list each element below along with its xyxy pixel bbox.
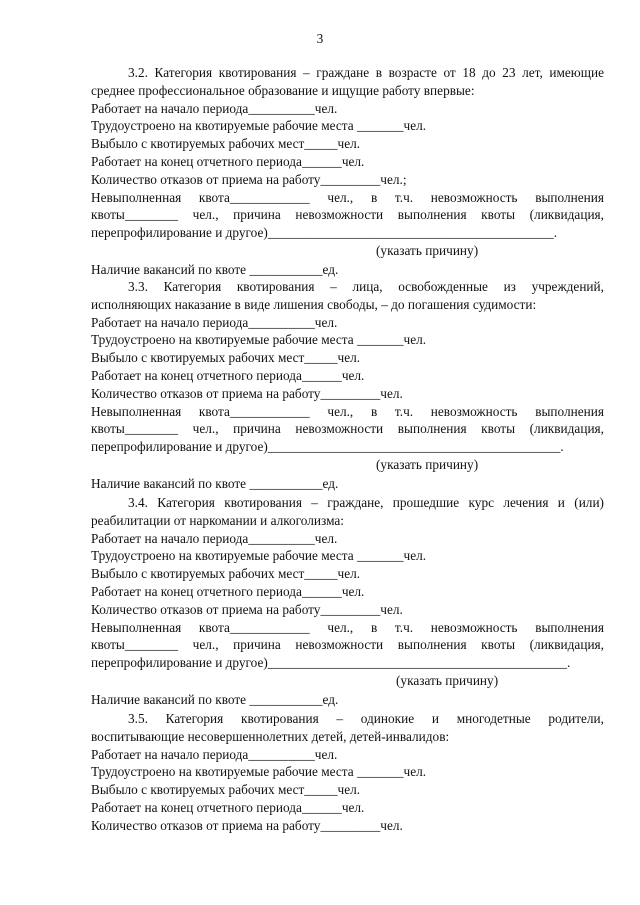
section-heading	[91, 494, 604, 530]
employed-line: Трудоустроено на квотируемые рабочие места _______чел.	[91, 118, 427, 134]
unfulfilled-line-3: перепрофилирование и другое)_____________________________________________.	[91, 655, 571, 671]
left-line: Выбыло с квотируемых рабочих мест_____чел.	[91, 566, 361, 582]
reason-hint-text: (указать причину)	[376, 456, 479, 472]
reason-hint	[91, 672, 604, 689]
section-heading-line-1: 3.5. Категория квотирования – одинокие и многодетные родители,	[128, 711, 604, 726]
reason-hint	[91, 242, 604, 259]
unfulfilled-line-1: Невыполненная квота____________ чел., в т.ч. невозможность выполнения	[91, 619, 604, 635]
unfulfilled-line-2: квоты________ чел., причина невозможности выполнения квоты (ликвидация,	[91, 421, 604, 437]
worked-end-line: Работает на конец отчетного периода______чел.	[91, 153, 365, 169]
section-heading	[91, 278, 604, 314]
unfulfilled-line-1: Невыполненная квота____________ чел., в т.ч. невозможность выполнения	[91, 403, 604, 419]
unfulfilled-line-1: Невыполненная квота____________ чел., в т.ч. невозможность выполнения	[91, 189, 604, 205]
page-number: 3	[316, 31, 324, 46]
unfulfilled-line-3: перепрофилирование и другое)____________________________________________.	[91, 439, 564, 455]
left-line: Выбыло с квотируемых рабочих мест_____чел.	[91, 782, 361, 798]
worked-start-line: Работает на начало периода__________чел.	[91, 314, 338, 330]
refusals-line: Количество отказов от приема на работу_________чел.;	[91, 171, 407, 187]
section-3-3	[91, 278, 604, 493]
worked-start-line: Работает на начало периода__________чел.	[91, 100, 338, 116]
left-line: Выбыло с квотируемых рабочих мест_____чел.	[91, 136, 361, 152]
section-heading-line-1: 3.3. Категория квотирования – лица, освобожденные из учреждений,	[128, 279, 604, 294]
section-heading	[91, 64, 604, 100]
section-heading-line-1: 3.4. Категория квотирования – граждане, прошедшие курс лечения и (или)	[128, 495, 604, 510]
worked-start-line: Работает на начало периода__________чел.	[91, 530, 338, 546]
employed-line: Трудоустроено на квотируемые рабочие места _______чел.	[91, 764, 427, 780]
section-heading-line-2: воспитывающие несовершеннолетних детей, детей-инвалидов:	[91, 728, 450, 744]
employed-line: Трудоустроено на квотируемые рабочие места _______чел.	[91, 548, 427, 564]
left-line: Выбыло с квотируемых рабочих мест_____чел.	[91, 350, 361, 366]
unfulfilled-line-3: перепрофилирование и другое)___________________________________________.	[91, 225, 558, 241]
reason-hint	[91, 456, 604, 473]
worked-end-line: Работает на конец отчетного периода______чел.	[91, 583, 365, 599]
section-3-2	[91, 64, 604, 279]
reason-hint-text: (указать причину)	[376, 242, 479, 258]
worked-end-line: Работает на конец отчетного периода______чел.	[91, 367, 365, 383]
section-heading	[91, 710, 604, 746]
refusals-line: Количество отказов от приема на работу_________чел.	[91, 817, 403, 833]
worked-end-line: Работает на конец отчетного периода______чел.	[91, 799, 365, 815]
section-3-5	[91, 710, 604, 835]
refusals-line: Количество отказов от приема на работу_________чел.	[91, 385, 403, 401]
unfulfilled-line-2: квоты________ чел., причина невозможности выполнения квоты (ликвидация,	[91, 207, 604, 223]
unfulfilled-line-2: квоты________ чел., причина невозможности выполнения квоты (ликвидация,	[91, 637, 604, 653]
section-heading-line-1: 3.2. Категория квотирования – граждане в возрасте от 18 до 23 лет, имеющие	[128, 65, 604, 80]
vacancies-line: Наличие вакансий по квоте ___________ед.	[91, 691, 339, 707]
employed-line: Трудоустроено на квотируемые рабочие места _______чел.	[91, 332, 427, 348]
section-heading-line-2: исполняющих наказание в виде лишения свободы, – до погашения судимости:	[91, 296, 537, 312]
worked-start-line: Работает на начало периода__________чел.	[91, 746, 338, 762]
vacancies-line: Наличие вакансий по квоте ___________ед.	[91, 475, 339, 491]
section-heading-line-2: реабилитации от наркомании и алкоголизма:	[91, 512, 345, 528]
reason-hint-text: (указать причину)	[396, 672, 499, 688]
vacancies-line: Наличие вакансий по квоте ___________ед.	[91, 261, 339, 277]
section-3-4	[91, 494, 604, 709]
section-heading-line-2: среднее профессиональное образование и ищущие работу впервые:	[91, 82, 475, 98]
refusals-line: Количество отказов от приема на работу_________чел.	[91, 601, 403, 617]
